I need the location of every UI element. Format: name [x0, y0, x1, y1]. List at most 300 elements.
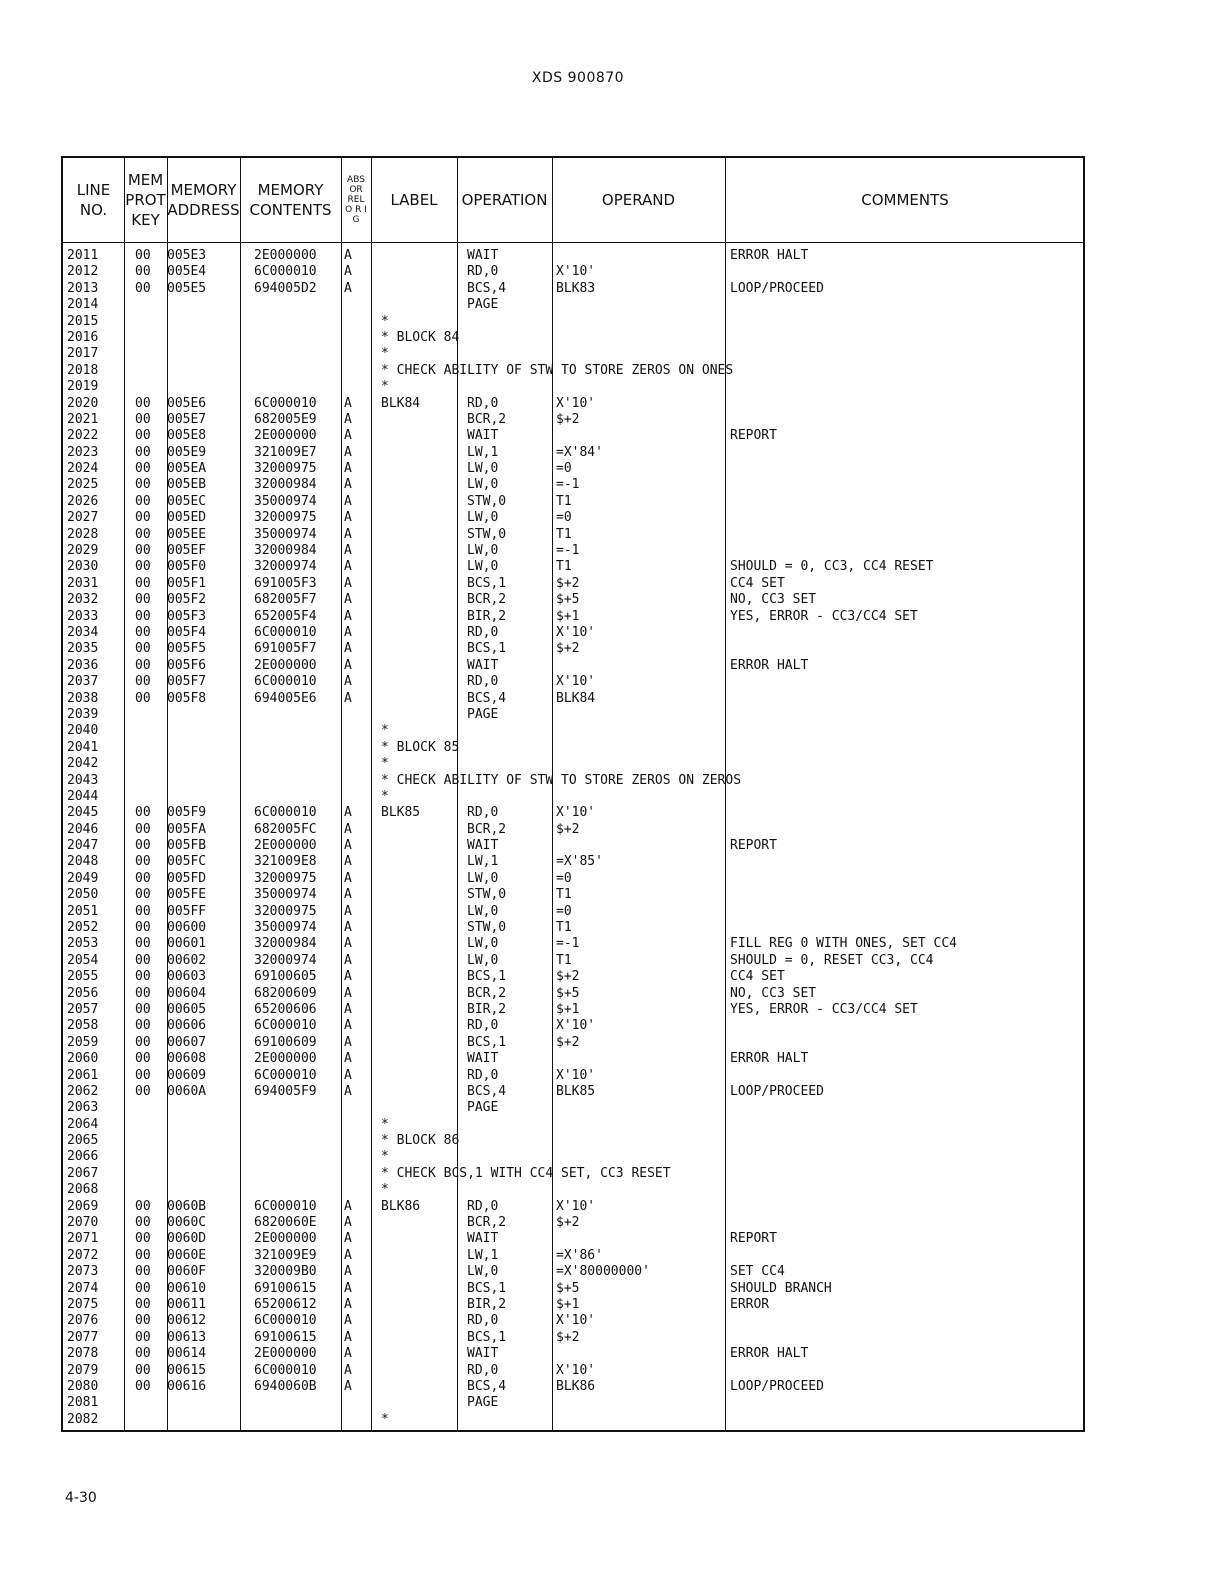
abs-rel-flag: A	[344, 575, 352, 591]
abs-rel-flag: A	[344, 936, 352, 952]
operation: RD,0	[467, 1018, 499, 1034]
abs-rel-flag: A	[344, 870, 352, 886]
operation: RD,0	[467, 1362, 499, 1378]
abs-rel-flag: A	[344, 411, 352, 427]
abs-rel-flag: A	[344, 395, 352, 411]
listing-row	[63, 953, 1083, 969]
memory-contents: 65200606	[254, 1001, 317, 1017]
operation: PAGE	[467, 706, 499, 722]
memory-address: 00615	[167, 1362, 207, 1378]
memory-contents: 32000975	[254, 461, 317, 477]
comment: LOOP/PROCEED	[730, 1083, 824, 1099]
memory-contents: 682005F7	[254, 592, 317, 608]
prot-key: 00	[135, 280, 151, 296]
operand: =0	[556, 461, 572, 477]
line-number: 2071	[67, 1231, 99, 1247]
abs-rel-flag: A	[344, 1215, 352, 1231]
header-rule	[63, 242, 1083, 243]
line-number: 2046	[67, 821, 99, 837]
memory-address: 0060B	[167, 1198, 207, 1214]
prot-key: 00	[135, 887, 151, 903]
listing-row	[63, 1297, 1083, 1313]
line-number: 2054	[67, 952, 99, 968]
memory-address: 00602	[167, 952, 207, 968]
prot-key: 00	[135, 248, 151, 263]
memory-address: 005E3	[167, 248, 207, 263]
listing-row	[63, 281, 1083, 297]
listing-row	[63, 1248, 1083, 1264]
abs-rel-flag: A	[344, 559, 352, 575]
memory-contents: 694005E6	[254, 690, 317, 706]
memory-contents: 321009E9	[254, 1247, 317, 1263]
abs-rel-flag: A	[344, 952, 352, 968]
label: BLK84	[381, 395, 421, 411]
operation: WAIT	[467, 428, 499, 444]
listing-row	[63, 1117, 1083, 1133]
listing-row	[63, 412, 1083, 428]
memory-contents: 6940060B	[254, 1378, 317, 1394]
line-number: 2038	[67, 690, 99, 706]
memory-address: 005E5	[167, 280, 207, 296]
memory-contents: 32000974	[254, 559, 317, 575]
operation: PAGE	[467, 1100, 499, 1116]
memory-address: 005FE	[167, 887, 207, 903]
memory-contents: 6C000010	[254, 1067, 317, 1083]
memory-contents: 2E000000	[254, 838, 317, 854]
line-number: 2043	[67, 772, 99, 788]
listing-row	[63, 1182, 1083, 1198]
abs-rel-flag: A	[344, 526, 352, 542]
memory-address: 005F4	[167, 624, 207, 640]
memory-address: 0060C	[167, 1215, 207, 1231]
operation: LW,0	[467, 477, 499, 493]
abs-rel-flag: A	[344, 1378, 352, 1394]
memory-address: 005F8	[167, 690, 207, 706]
prot-key: 00	[135, 1231, 151, 1247]
abs-rel-flag: A	[344, 1346, 352, 1362]
operation: BCS,1	[467, 1280, 507, 1296]
listing-row	[63, 904, 1083, 920]
memory-address: 005FF	[167, 903, 207, 919]
memory-address: 00616	[167, 1378, 207, 1394]
operand: BLK84	[556, 690, 596, 706]
memory-address: 00600	[167, 920, 207, 936]
listing-row	[63, 379, 1083, 395]
memory-address: 005E6	[167, 395, 207, 411]
operand: =-1	[556, 936, 580, 952]
memory-contents: 321009E7	[254, 444, 317, 460]
operand: X'10'	[556, 805, 596, 821]
listing-row	[63, 527, 1083, 543]
listing-row	[63, 559, 1083, 575]
operation: LW,0	[467, 461, 499, 477]
memory-address: 005FA	[167, 821, 207, 837]
memory-address: 005FD	[167, 870, 207, 886]
memory-contents: 32000975	[254, 510, 317, 526]
prot-key: 00	[135, 641, 151, 657]
prot-key: 00	[135, 1215, 151, 1231]
abs-rel-flag: A	[344, 690, 352, 706]
line-number: 2028	[67, 526, 99, 542]
line-number: 2082	[67, 1411, 99, 1427]
line-number: 2081	[67, 1395, 99, 1411]
prot-key: 00	[135, 854, 151, 870]
memory-contents: 68200609	[254, 985, 317, 1001]
prot-key: 00	[135, 411, 151, 427]
listing-row	[63, 674, 1083, 690]
line-number: 2013	[67, 280, 99, 296]
line-number: 2034	[67, 624, 99, 640]
comment: ERROR HALT	[730, 248, 809, 263]
memory-address: 00601	[167, 936, 207, 952]
prot-key: 00	[135, 461, 151, 477]
operand: T1	[556, 559, 572, 575]
comment: LOOP/PROCEED	[730, 280, 824, 296]
abs-rel-flag: A	[344, 1329, 352, 1345]
abs-rel-flag: A	[344, 821, 352, 837]
abs-rel-flag: A	[344, 1297, 352, 1312]
line-number: 2050	[67, 887, 99, 903]
memory-address: 00607	[167, 1034, 207, 1050]
memory-address: 005E4	[167, 264, 207, 280]
listing-row	[63, 723, 1083, 739]
listing-row	[63, 887, 1083, 903]
prot-key: 00	[135, 1329, 151, 1345]
abs-rel-flag: A	[344, 1231, 352, 1247]
listing-row	[63, 1313, 1083, 1329]
header-label: LABEL	[390, 191, 438, 209]
memory-contents: 6C000010	[254, 395, 317, 411]
line-number: 2065	[67, 1133, 99, 1149]
comment: LOOP/PROCEED	[730, 1378, 824, 1394]
memory-address: 00605	[167, 1001, 207, 1017]
header-operand: OPERAND	[601, 191, 676, 209]
line-number: 2036	[67, 657, 99, 673]
memory-contents: 691005F3	[254, 575, 317, 591]
memory-contents: 32000975	[254, 870, 317, 886]
line-number: 2031	[67, 575, 99, 591]
operand: T1	[556, 887, 572, 903]
abs-rel-flag: A	[344, 1198, 352, 1214]
operand: X'10'	[556, 674, 596, 690]
memory-contents: 6C000010	[254, 1313, 317, 1329]
line-number: 2062	[67, 1083, 99, 1099]
prot-key: 00	[135, 674, 151, 690]
listing-row	[63, 1412, 1083, 1428]
listing-row	[63, 756, 1083, 772]
operation: RD,0	[467, 264, 499, 280]
operand: =-1	[556, 477, 580, 493]
prot-key: 00	[135, 510, 151, 526]
line-number: 2052	[67, 920, 99, 936]
memory-address: 005F2	[167, 592, 207, 608]
comment: REPORT	[730, 428, 777, 444]
prot-key: 00	[135, 985, 151, 1001]
label: BLK86	[381, 1198, 421, 1214]
memory-address: 005F9	[167, 805, 207, 821]
operation: WAIT	[467, 838, 499, 854]
abs-rel-flag: A	[344, 674, 352, 690]
listing-row	[63, 1051, 1083, 1067]
memory-address: 005F5	[167, 641, 207, 657]
memory-address: 0060E	[167, 1247, 207, 1263]
memory-address: 0060F	[167, 1264, 207, 1280]
listing-row	[63, 363, 1083, 379]
comment: SHOULD BRANCH	[730, 1280, 832, 1296]
line-number: 2027	[67, 510, 99, 526]
prot-key: 00	[135, 1198, 151, 1214]
operation: LW,0	[467, 936, 499, 952]
memory-contents: 65200612	[254, 1297, 317, 1312]
operand: =X'84'	[556, 444, 603, 460]
line-number: 2037	[67, 674, 99, 690]
memory-contents: 652005F4	[254, 608, 317, 624]
listing-row	[63, 805, 1083, 821]
prot-key: 00	[135, 395, 151, 411]
operation: WAIT	[467, 1231, 499, 1247]
listing-row	[63, 510, 1083, 526]
listing-row	[63, 707, 1083, 723]
prot-key: 00	[135, 624, 151, 640]
operation: RD,0	[467, 674, 499, 690]
memory-contents: 691005F7	[254, 641, 317, 657]
memory-contents: 35000974	[254, 887, 317, 903]
operand: X'10'	[556, 1067, 596, 1083]
memory-address: 005E8	[167, 428, 207, 444]
listing-row	[63, 396, 1083, 412]
listing-rows	[63, 248, 1083, 1428]
comment: NO, CC3 SET	[730, 985, 817, 1001]
prot-key: 00	[135, 477, 151, 493]
prot-key: 00	[135, 838, 151, 854]
abs-rel-flag: A	[344, 985, 352, 1001]
line-number: 2032	[67, 592, 99, 608]
abs-rel-flag: A	[344, 657, 352, 673]
operand: $+2	[556, 1215, 580, 1231]
line-number: 2073	[67, 1264, 99, 1280]
comment: NO, CC3 SET	[730, 592, 817, 608]
line-number: 2018	[67, 362, 99, 378]
label: BLK85	[381, 805, 421, 821]
memory-address: 005E7	[167, 411, 207, 427]
prot-key: 00	[135, 805, 151, 821]
prot-key: 00	[135, 1264, 151, 1280]
operation: LW,0	[467, 952, 499, 968]
label: *	[381, 313, 389, 329]
abs-rel-flag: A	[344, 969, 352, 985]
program-listing-table	[61, 156, 1085, 1432]
operation: STW,0	[467, 920, 507, 936]
operand: X'10'	[556, 264, 596, 280]
header-memory-contents: MEMORY CONTENTS	[249, 181, 332, 219]
listing-row	[63, 297, 1083, 313]
listing-row	[63, 1346, 1083, 1362]
line-number: 2044	[67, 788, 99, 804]
prot-key: 00	[135, 264, 151, 280]
operation: BCS,1	[467, 641, 507, 657]
comment: SHOULD = 0, CC3, CC4 RESET	[730, 559, 934, 575]
memory-contents: 69100605	[254, 969, 317, 985]
abs-rel-flag: A	[344, 887, 352, 903]
label: *	[381, 379, 389, 395]
abs-rel-flag: A	[344, 1067, 352, 1083]
abs-rel-flag: A	[344, 493, 352, 509]
operand: $+1	[556, 608, 580, 624]
listing-row	[63, 838, 1083, 854]
prot-key: 00	[135, 1067, 151, 1083]
operand: T1	[556, 920, 572, 936]
listing-row	[63, 871, 1083, 887]
line-number: 2075	[67, 1297, 99, 1312]
memory-address: 00610	[167, 1280, 207, 1296]
comment: ERROR	[730, 1297, 770, 1312]
memory-contents: 6C000010	[254, 1362, 317, 1378]
listing-row	[63, 1149, 1083, 1165]
memory-contents: 2E000000	[254, 1051, 317, 1067]
listing-row	[63, 330, 1083, 346]
operation: RD,0	[467, 1313, 499, 1329]
memory-contents: 2E000000	[254, 1346, 317, 1362]
abs-rel-flag: A	[344, 280, 352, 296]
line-number: 2017	[67, 346, 99, 362]
line-number: 2066	[67, 1149, 99, 1165]
memory-contents: 35000974	[254, 493, 317, 509]
memory-address: 005EF	[167, 543, 207, 559]
operation: STW,0	[467, 887, 507, 903]
listing-row	[63, 1281, 1083, 1297]
memory-contents: 69100615	[254, 1329, 317, 1345]
operation: RD,0	[467, 395, 499, 411]
memory-address: 005EB	[167, 477, 207, 493]
memory-contents: 69100615	[254, 1280, 317, 1296]
listing-row	[63, 625, 1083, 641]
line-number: 2045	[67, 805, 99, 821]
line-number: 2047	[67, 838, 99, 854]
prot-key: 00	[135, 1247, 151, 1263]
abs-rel-flag: A	[344, 264, 352, 280]
line-number: 2024	[67, 461, 99, 477]
operand: $+5	[556, 1280, 580, 1296]
prot-key: 00	[135, 575, 151, 591]
line-number: 2049	[67, 870, 99, 886]
operand: BLK86	[556, 1378, 596, 1394]
operation: BCR,2	[467, 411, 507, 427]
operation: WAIT	[467, 1346, 499, 1362]
operand: $+2	[556, 641, 580, 657]
memory-address: 005F0	[167, 559, 207, 575]
prot-key: 00	[135, 428, 151, 444]
label: *	[381, 723, 389, 739]
abs-rel-flag: A	[344, 1034, 352, 1050]
line-number: 2033	[67, 608, 99, 624]
abs-rel-flag: A	[344, 1313, 352, 1329]
listing-row	[63, 592, 1083, 608]
listing-row	[63, 641, 1083, 657]
prot-key: 00	[135, 657, 151, 673]
abs-rel-flag: A	[344, 608, 352, 624]
operation: RD,0	[467, 805, 499, 821]
line-number: 2067	[67, 1165, 99, 1181]
abs-rel-flag: A	[344, 510, 352, 526]
abs-rel-flag: A	[344, 592, 352, 608]
memory-address: 005EA	[167, 461, 207, 477]
prot-key: 00	[135, 1280, 151, 1296]
listing-row	[63, 248, 1083, 264]
memory-contents: 32000974	[254, 952, 317, 968]
line-number: 2035	[67, 641, 99, 657]
operation: BCS,4	[467, 690, 507, 706]
label: *	[381, 756, 389, 772]
memory-contents: 2E000000	[254, 657, 317, 673]
memory-contents: 320009B0	[254, 1264, 317, 1280]
label: * CHECK ABILITY OF STW TO STORE ZEROS ON ONES	[381, 362, 734, 378]
listing-row	[63, 576, 1083, 592]
listing-row	[63, 986, 1083, 1002]
prot-key: 00	[135, 821, 151, 837]
listing-row	[63, 494, 1083, 510]
prot-key: 00	[135, 969, 151, 985]
line-number: 2063	[67, 1100, 99, 1116]
operation: BIR,2	[467, 608, 507, 624]
comment: CC4 SET	[730, 575, 785, 591]
line-number: 2012	[67, 264, 99, 280]
label: * CHECK ABILITY OF STW TO STORE ZEROS ON ZEROS	[381, 772, 742, 788]
listing-row	[63, 1100, 1083, 1116]
abs-rel-flag: A	[344, 1247, 352, 1263]
listing-row	[63, 1330, 1083, 1346]
listing-row	[63, 1018, 1083, 1034]
listing-row	[63, 936, 1083, 952]
abs-rel-flag: A	[344, 1018, 352, 1034]
listing-row	[63, 773, 1083, 789]
memory-contents: 2E000000	[254, 248, 317, 263]
prot-key: 00	[135, 1001, 151, 1017]
operation: STW,0	[467, 493, 507, 509]
operation: BCS,4	[467, 1378, 507, 1394]
line-number: 2015	[67, 313, 99, 329]
memory-contents: 32000984	[254, 543, 317, 559]
label: *	[381, 1411, 389, 1427]
prot-key: 00	[135, 1346, 151, 1362]
memory-address: 00614	[167, 1346, 207, 1362]
memory-contents: 6C000010	[254, 264, 317, 280]
prot-key: 00	[135, 592, 151, 608]
line-number: 2051	[67, 903, 99, 919]
abs-rel-flag: A	[344, 854, 352, 870]
comment: ERROR HALT	[730, 657, 809, 673]
memory-contents: 6C000010	[254, 1198, 317, 1214]
operation: BIR,2	[467, 1001, 507, 1017]
listing-row	[63, 969, 1083, 985]
memory-contents: 321009E8	[254, 854, 317, 870]
memory-address: 005E9	[167, 444, 207, 460]
operation: PAGE	[467, 297, 499, 313]
memory-address: 00613	[167, 1329, 207, 1345]
operation: BCR,2	[467, 985, 507, 1001]
prot-key: 00	[135, 690, 151, 706]
operation: BCS,1	[467, 969, 507, 985]
line-number: 2026	[67, 493, 99, 509]
abs-rel-flag: A	[344, 444, 352, 460]
line-number: 2060	[67, 1051, 99, 1067]
memory-address: 00611	[167, 1297, 207, 1312]
operand: =0	[556, 903, 572, 919]
line-number: 2064	[67, 1116, 99, 1132]
label: * CHECK BCS,1 WITH CC4 SET, CC3 RESET	[381, 1165, 671, 1181]
memory-address: 00612	[167, 1313, 207, 1329]
listing-row	[63, 428, 1083, 444]
operand: T1	[556, 493, 572, 509]
